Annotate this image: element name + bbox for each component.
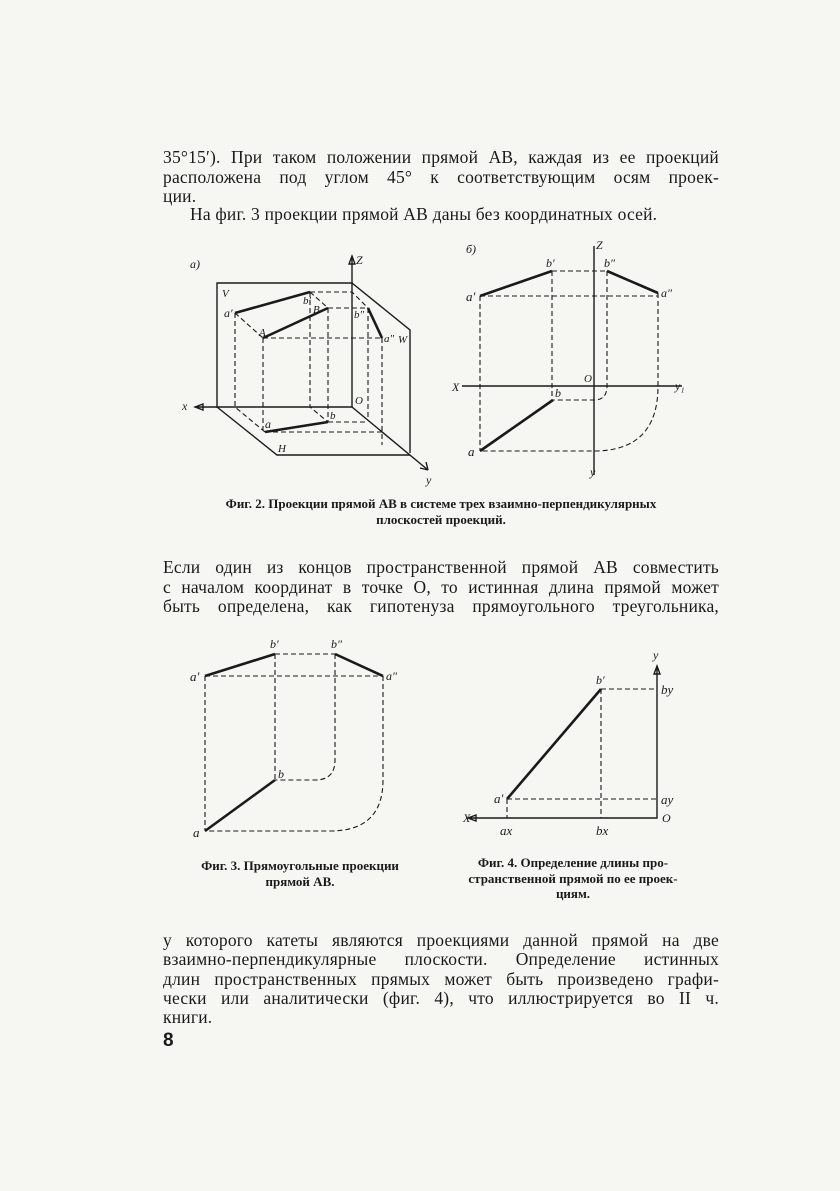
point-label: b″ — [354, 309, 365, 321]
point-label: X — [452, 380, 460, 394]
point-label: a — [265, 417, 271, 431]
point-label: a″ — [384, 333, 395, 345]
point-label: y — [653, 648, 659, 662]
figure-2-caption: Фиг. 2. Проекции прямой AB в системе трех взаимно-перпендикулярных плоскостей проекций. — [225, 496, 657, 527]
point-label: O — [662, 811, 671, 825]
point-label: Z — [596, 238, 603, 252]
figure-2a — [181, 253, 432, 487]
text-line: На фиг. 3 проекции прямой AB даны без координатных осей. — [190, 204, 658, 224]
point-label: a′ — [494, 791, 504, 806]
point-label: b — [555, 386, 561, 400]
point-label: y — [590, 465, 596, 479]
point-label: b′ — [270, 637, 279, 651]
point-label: a — [193, 825, 200, 840]
figure-3-caption: Фиг. 3. Прямоугольные проекции прямой АВ. — [201, 858, 399, 889]
text-line: книги. — [163, 1007, 213, 1027]
point-label: bx — [596, 823, 609, 838]
point-label: V — [222, 288, 229, 300]
point-label: ax — [500, 823, 513, 838]
figure-2b — [451, 238, 685, 479]
point-label: y — [426, 473, 432, 487]
text-line: ции. — [163, 186, 197, 206]
point-label: b — [330, 410, 336, 422]
point-label: ay — [661, 792, 674, 807]
text-line: с началом координат в точке O, то истинная длина прямой может — [163, 577, 719, 597]
point-label: A — [259, 327, 266, 339]
point-label: b″ — [604, 256, 615, 270]
fig2b-label: б) — [466, 242, 477, 256]
point-label: b′ — [303, 295, 311, 307]
point-label: b′ — [546, 256, 555, 270]
point-label: X — [463, 811, 471, 825]
point-label: O — [584, 373, 592, 385]
fig2a-label: a) — [190, 257, 200, 271]
point-label: x — [182, 399, 188, 413]
figure-4 — [462, 648, 674, 838]
point-label: a″ — [661, 286, 672, 300]
text-line: Если один из концов пространственной прямой AB совместить — [163, 557, 719, 577]
point-label: a′ — [466, 289, 476, 304]
figure-3 — [190, 637, 398, 840]
point-label: b′ — [596, 673, 605, 687]
text-line: у которого катеты являются проекциями данной прямой на две — [163, 930, 719, 950]
text-line: расположена под углом 45° к соответствующим осям проек- — [163, 167, 719, 187]
point-label: a — [468, 444, 475, 459]
point-label: a′ — [224, 306, 233, 320]
figure-4-caption: Фиг. 4. Определение длины про- странственной прямой по ее проек- циям. — [468, 855, 678, 901]
point-label: B — [313, 304, 320, 316]
point-label: a″ — [386, 669, 397, 683]
point-label: W — [398, 334, 408, 346]
point-label: a′ — [190, 669, 200, 684]
point-label: y₁ — [675, 379, 685, 393]
text-line: взаимно-перпендикулярные плоскости. Определение истинных — [163, 949, 719, 969]
point-label: by — [661, 682, 674, 697]
point-label: Z — [356, 253, 363, 267]
text-line: чески или аналитически (фиг. 4), что иллюстрируется во II ч. — [163, 988, 719, 1008]
point-label: H — [278, 443, 286, 455]
text-line: 35°15′). При таком положении прямой AB, каждая из ее проекций — [163, 147, 719, 167]
page-number: 8 — [163, 1030, 174, 1051]
point-label: b — [278, 767, 284, 781]
text-line: быть определена, как гипотенуза прямоугольного треугольника, — [163, 596, 719, 616]
point-label: O — [355, 395, 363, 407]
point-label: b″ — [331, 637, 342, 651]
text-line: длин пространственных прямых может быть произведено графи- — [163, 969, 719, 989]
